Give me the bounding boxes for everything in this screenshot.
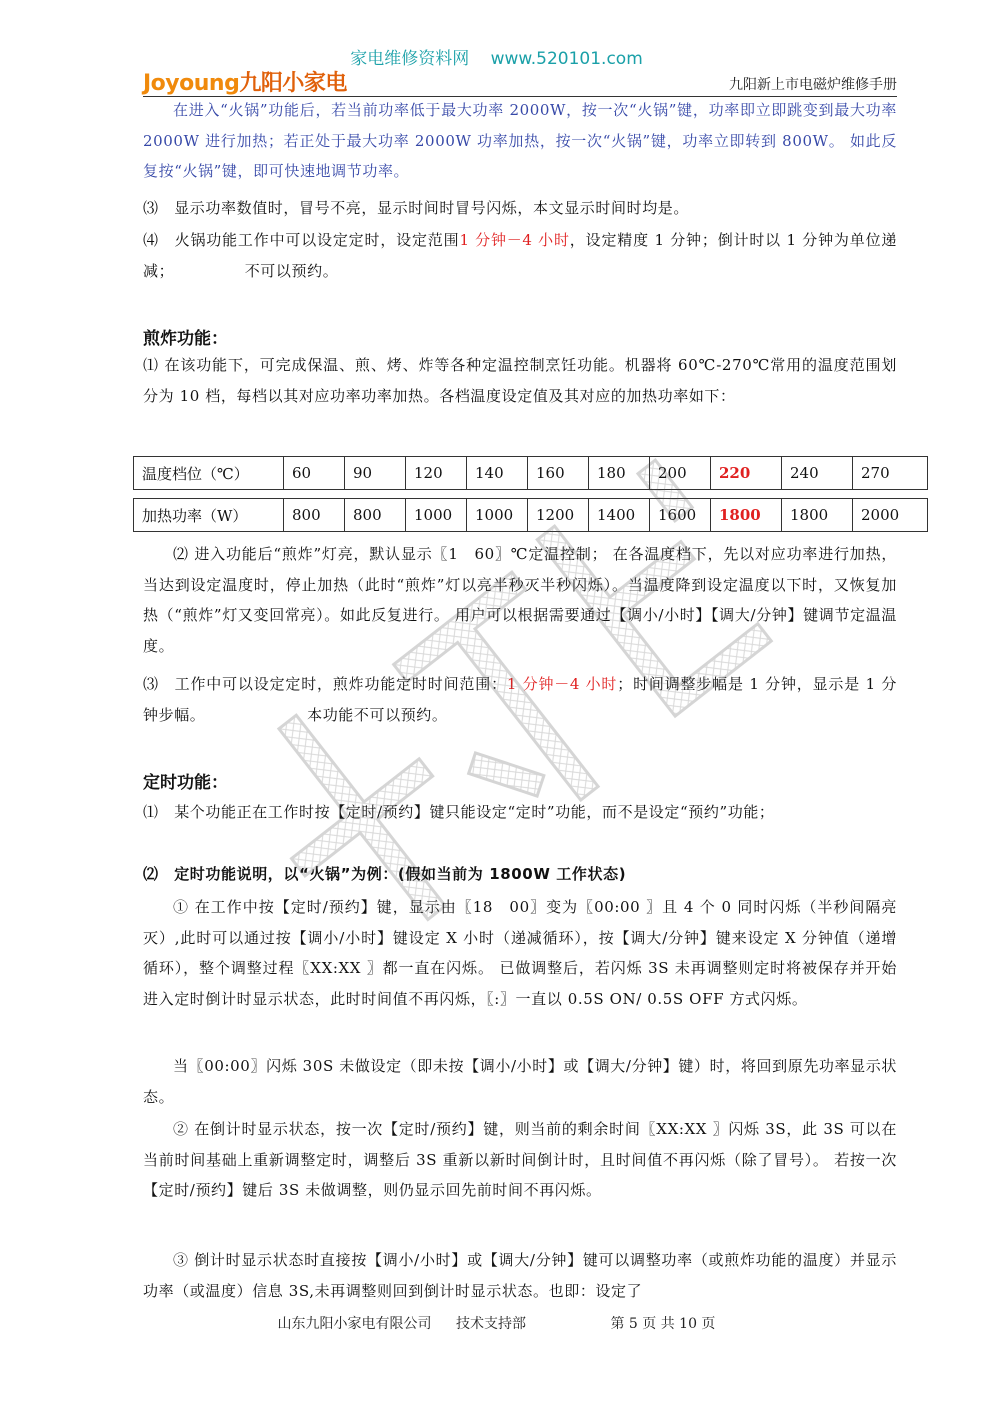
temp-cell-highlight: 220: [711, 457, 782, 490]
temp-cell: 60: [284, 457, 345, 490]
power-cell: 800: [345, 499, 406, 532]
timer-clause-2: ② 在倒计时显示状态，按一次【定时/预约】键，则当前的剩余时间〖XX:XX 〗闪烁 3S，此 3S 可以在当前时间基础上重新调整定时，调整后 3S 重新以新时间倒计时，且时间值不再闪烁（除了冒号）。 若按一次【定时/预约】键后 3S 未做调整，则仍显示回先前时间不再闪烁。: [143, 1120, 897, 1199]
temp-cell: 120: [406, 457, 467, 490]
joyoung-logo: [143, 66, 347, 97]
timer-heading: 定时功能：: [143, 773, 228, 793]
fry-paragraph-3: [143, 669, 897, 730]
power-cell-highlight: 1800: [711, 499, 782, 532]
fry-p3-range: 1 分钟－4 小时: [506, 675, 618, 693]
fry-paragraph-1: ⑴ 在该功能下，可完成保温、煎、烤、炸等各种定温控制烹饪功能。机器将 60℃-270℃常用的温度范围划分为 10 档，每档以其对应功率功率加热。各档温度设定值及其对应的加热功率如下：: [143, 356, 897, 405]
watermark-url: www.520101.com: [490, 49, 643, 69]
hotpot-paragraph-4: [143, 225, 897, 286]
watermark-site: 家电维修资料网: [350, 49, 470, 69]
hotpot-p4-text-a: ⑷ 火锅功能工作中可以设定定时，设定范围: [143, 231, 460, 249]
hotpot-p4-range: 1 分钟－4 小时: [459, 231, 570, 249]
fry-paragraph-2: ⑵ 进入功能后“煎炸”灯亮，默认显示〖1 60〗℃定温控制； 在各温度档下，先以对应功率进行加热，当达到设定温度时，停止加热（此时“煎炸”灯以亮半秒灭半秒闪烁）。当温度降到设定温度以下时，又恢复加热（“煎炸”灯又变回常亮）。如此反复进行。 用户可以根据需要通过【调小/小时】【调大/分钟】键调节定温温度。: [143, 545, 897, 655]
power-row: [134, 499, 928, 532]
hotpot-p4-text-b: ，设定精度 1 分钟；倒计时以 1 分钟为单位递减； 不可以预约。: [143, 231, 898, 280]
logo-latin: Joyoung: [143, 71, 240, 96]
temp-cell: 140: [467, 457, 528, 490]
power-cell: 1000: [467, 499, 528, 532]
power-cell: 2000: [853, 499, 928, 532]
footer-company: 山东九阳小家电有限公司: [277, 1316, 432, 1332]
power-cell: 1000: [406, 499, 467, 532]
power-cell: 1400: [589, 499, 650, 532]
temp-cell: 240: [782, 457, 853, 490]
temperature-power-table: [133, 456, 928, 532]
hotpot-paragraph-3: ⑶ 显示功率数值时，冒号不亮，显示时间时冒号闪烁，本文显示时间时均是。: [143, 199, 690, 217]
temp-cell: 180: [589, 457, 650, 490]
temp-cell: 270: [853, 457, 928, 490]
timer-paragraph-2: ⑵ 定时功能说明，以“火锅”为例：(假如当前为 1800W 工作状态): [143, 865, 627, 883]
fry-p3-text-a: ⑶ 工作中可以设定定时，煎炸功能定时时间范围：: [143, 675, 507, 693]
timer-paragraph-1: ⑴ 某个功能正在工作时按【定时/预约】键只能设定“定时”功能，而不是设定“预约”功能；: [143, 803, 775, 821]
power-cell: 1600: [650, 499, 711, 532]
logo-cn: 九阳小家电: [239, 71, 347, 96]
fry-heading: 煎炸功能：: [143, 329, 228, 349]
temp-cell: 200: [650, 457, 711, 490]
temp-cell: 90: [345, 457, 406, 490]
document-title: 九阳新上市电磁炉维修手册: [729, 77, 897, 93]
timer-clause-1b: 当〖00:00〗闪烁 30S 未做设定（即未按【调小/小时】或【调大/分钟】键）时，将回到原先功率显示状态。: [143, 1057, 897, 1106]
temp-cell: 160: [528, 457, 589, 490]
footer-dept: 技术支持部: [456, 1316, 526, 1332]
power-cell: 800: [284, 499, 345, 532]
footer-page: 第 5 页 共 10 页: [610, 1316, 716, 1332]
hotpot-paragraph-1: 在进入“火锅”功能后，若当前功率低于最大功率 2000W，按一次“火锅”键，功率即立即跳变到最大功率 2000W 进行加热；若正处于最大功率 2000W 功率加热，按一次“火锅”键，功率立即转到 800W。 如此反复按“火锅”键，即可快速地调节功率。: [143, 101, 897, 180]
timer-clause-1: ① 在工作中按【定时/预约】键，显示由〖18 00〗变为〖00:00 〗且 4 个 0 同时闪烁（半秒间隔亮灭）,此时可以通过按【调小/小时】键设定 X 小时（递减循环），按【调大/分钟】键来设定 X 分钟值（递增循环），整个调整过程〖XX:XX 〗都一直在闪烁。 已做调整后，若闪烁 3S 未再调整则定时将被保存并开始进入定时倒计时显示状态，此时时间值不再闪烁，〖:〗一直以 0.5S ON/ 0.5S OFF 方式闪烁。: [143, 898, 897, 1008]
temperature-label: 温度档位（℃）: [134, 457, 284, 490]
fry-p3-text-b: ；时间调整步幅是 1 分钟，显示是 1 分钟步幅。 本功能不可以预约。: [143, 675, 897, 724]
temperature-row: [134, 457, 928, 490]
page-footer: [0, 1313, 993, 1333]
power-label: 加热功率（W）: [134, 499, 284, 532]
timer-clause-3: ③ 倒计时显示状态时直接按【调小/小时】或【调大/分钟】键可以调整功率（或煎炸功能的温度）并显示功率（或温度）信息 3S,未再调整则回到倒计时显示状态。也即：设定了: [143, 1251, 897, 1300]
power-cell: 1800: [782, 499, 853, 532]
power-cell: 1200: [528, 499, 589, 532]
